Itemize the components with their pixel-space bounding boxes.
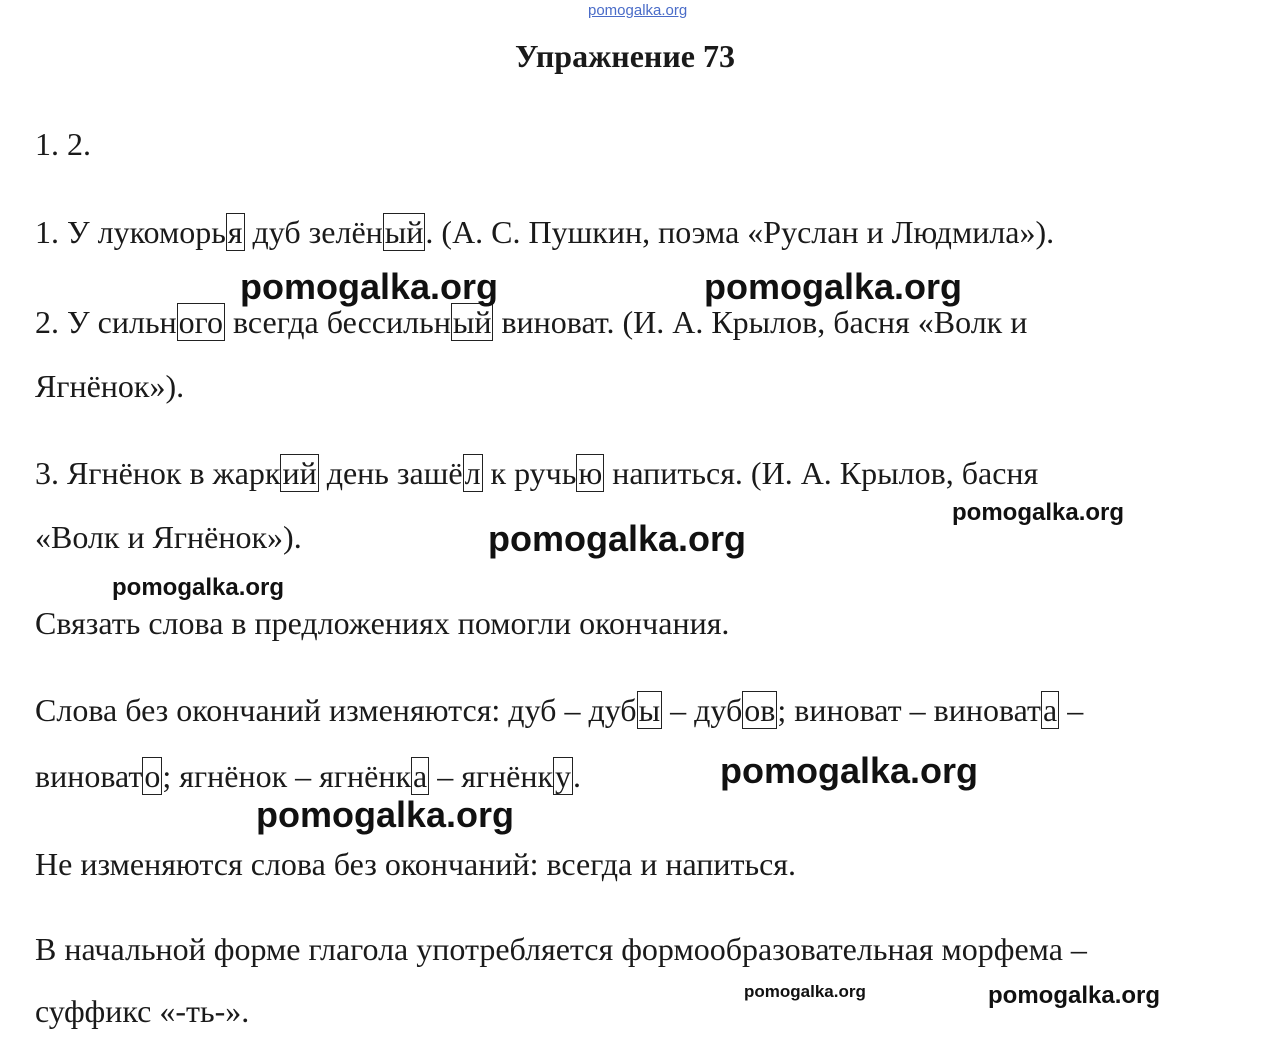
sentence-2: 2. У сильного всегда бессильный виноват. (И. А. Крылов, басня «Волк и [35,304,1028,340]
watermark: pomogalka.org [240,266,499,307]
watermark: pomogalka.org [112,574,285,601]
ending-box: у [555,758,572,794]
ending-box: я [227,214,243,250]
task-number: 1. 2. [35,126,91,162]
page-title: Упражнение 73 [514,38,735,74]
conclusion-2-line-2: виновато; ягнёнок – ягнёнка – ягнёнку. [35,758,582,794]
conclusion-1: Связать слова в предложениях помогли окончания. [35,605,730,641]
ending-box: а [1043,692,1058,728]
watermark: pomogalka.org [488,518,747,559]
ending-box: ый [452,304,492,340]
sentence-number: 1. [35,214,59,250]
sentence-1: 1. У лукоморья дуб зелёный. (А. С. Пушкин, поэма «Руслан и Людмила»). [35,214,1055,250]
watermark: pomogalka.org [988,982,1161,1009]
ending-box: ов [744,692,776,728]
conclusion-4-line-2: суффикс «-ть-». [35,993,250,1029]
site-link[interactable]: pomogalka.org [588,2,688,19]
ending-box: л [464,455,481,491]
conclusion-4: В начальной форме глагола употребляется формообразовательная морфема – [35,931,1087,967]
sentence-number: 3. [35,455,59,491]
watermark: pomogalka.org [720,750,979,791]
ending-box: ый [384,214,424,250]
ending-box: ого [178,304,223,340]
ending-box: ы [638,692,661,728]
ending-box: а [412,758,428,794]
sentence-number: 2. [35,304,59,340]
conclusion-3: Не изменяются слова без окончаний: всегда и напиться. [35,846,796,882]
conclusion-2: Слова без окончаний изменяются: дуб – дубы – дубов; виноват – виновата – [35,692,1084,728]
ending-box: ю [578,455,603,491]
watermark: pomogalka.org [952,499,1125,526]
watermark: pomogalka.org [256,794,515,835]
watermark: pomogalka.org [704,266,963,307]
ending-box: о [144,758,161,794]
sentence-3: 3. Ягнёнок в жаркий день зашёл к ручью напиться. (И. А. Крылов, басня [35,455,1039,491]
sentence-2-line-2: Ягнёнок»). [35,368,185,404]
sentence-3-line-2: «Волк и Ягнёнок»). [35,519,302,555]
watermark: pomogalka.org [744,982,866,1001]
ending-box: ий [282,455,317,491]
